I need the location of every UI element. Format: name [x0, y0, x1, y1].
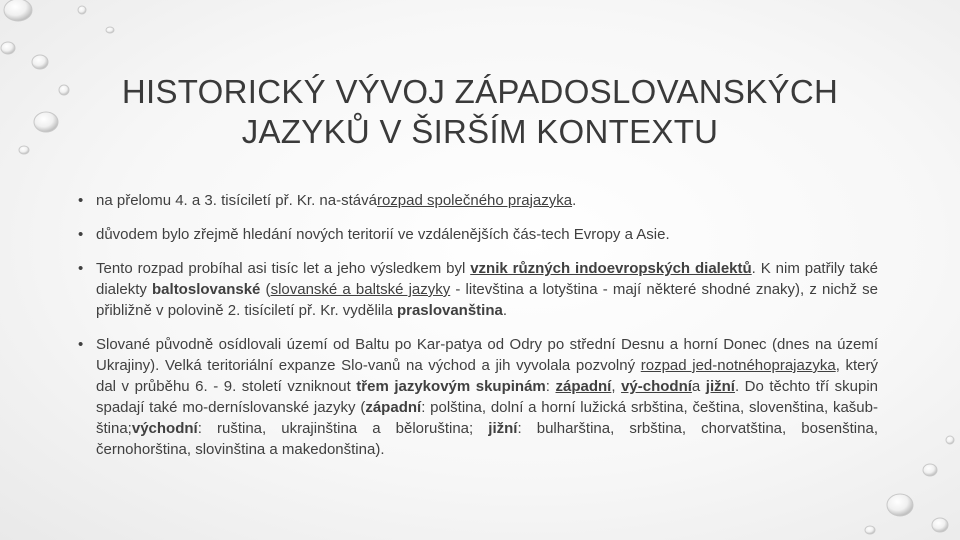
bullet-text-segment: slovanské a baltské jazyky: [270, 281, 451, 298]
bullet-text-segment: praslovanština: [396, 302, 503, 319]
bullet-text-segment: důvodem bylo zřejmě hledání nových teritorií ve vzdálenějších čás-tech Evropy a Asie.: [96, 226, 670, 243]
bullet-item: [78, 334, 878, 460]
bullet-item: [78, 224, 878, 245]
bullet-text-segment: vznik různých indoevropských dialektů: [470, 260, 752, 277]
bullet-text-segment: . Do těchto tří skupin spadají také mo-derníslovanské jazyky (: [96, 378, 879, 416]
bullet-text-segment: .: [502, 302, 508, 319]
bullet-text-segment: na přelomu 4. a 3. tisíciletí př. Kr. na-stává: [96, 192, 377, 209]
bullet-text-segment: .: [572, 192, 577, 209]
bullet-text-segment: západní: [555, 378, 612, 395]
bullet-text-segment: - litevština a lotyština - mají některé shodné znaky), z nichž se přibližně v polovině 2. tisíciletí př. Kr. vydělila: [96, 281, 879, 319]
bullet-text-segment: rozpad společného prajazyka: [376, 192, 573, 209]
bullet-item: [78, 190, 878, 211]
bullet-text-segment: : bulharština, srbština, chorvatština, bosenština, černohorština, slovinština a makedonština).: [96, 420, 878, 458]
bullet-text-segment: ,: [611, 378, 622, 395]
bullet-text-segment: baltoslovanské: [152, 281, 261, 298]
bullet-text-segment: a: [691, 378, 706, 395]
bullet-text-segment: západní: [365, 399, 422, 416]
slide-title-line-2: JAZYKŮ V ŠIRŠÍM KONTEXTU: [241, 113, 719, 150]
bullet-text-segment: , který dal v průběhu 6. - 9. století vzniknout: [96, 357, 878, 395]
bullet-text-segment: Slované původně osídlovali území od Baltu po Kar-patya od Odry po střední Desnu a horní Donec (dnes na území Ukrajiny). Velká teritoriální expanze Slo-vanů na východ a jih vyvolala pozvolný: [96, 336, 878, 374]
bullet-text-segment: jižní: [488, 420, 518, 437]
slide-title-line-1: HISTORICKÝ VÝVOJ ZÁPADOSLOVANSKÝCH: [121, 73, 839, 110]
slide-title: [70, 72, 890, 152]
bullet-item: [78, 258, 878, 321]
bullet-text-segment: vý-chodní: [621, 378, 692, 395]
bullet-text-segment: . K nim patřily také dialekty: [96, 260, 878, 298]
bullet-text-segment: Tento rozpad probíhal asi tisíc let a jeho výsledkem byl: [96, 260, 471, 277]
bullet-list: [78, 190, 878, 473]
bullet-text-segment: rozpad jed-notnéhoprajazyka: [640, 357, 836, 374]
bullet-text-segment: jižní: [705, 378, 735, 395]
bullet-text-segment: třem jazykovým skupinám: [356, 378, 546, 395]
bullet-text-segment: :: [545, 378, 556, 395]
bullet-text-segment: : polština, dolní a horní lužická srbština, čeština, slovenština, kašub-ština;: [96, 399, 878, 437]
bullet-text-segment: východní: [131, 420, 198, 437]
bullet-text-segment: (: [260, 281, 271, 298]
bullet-text-segment: : ruština, ukrajinština a běloruština;: [197, 420, 489, 437]
